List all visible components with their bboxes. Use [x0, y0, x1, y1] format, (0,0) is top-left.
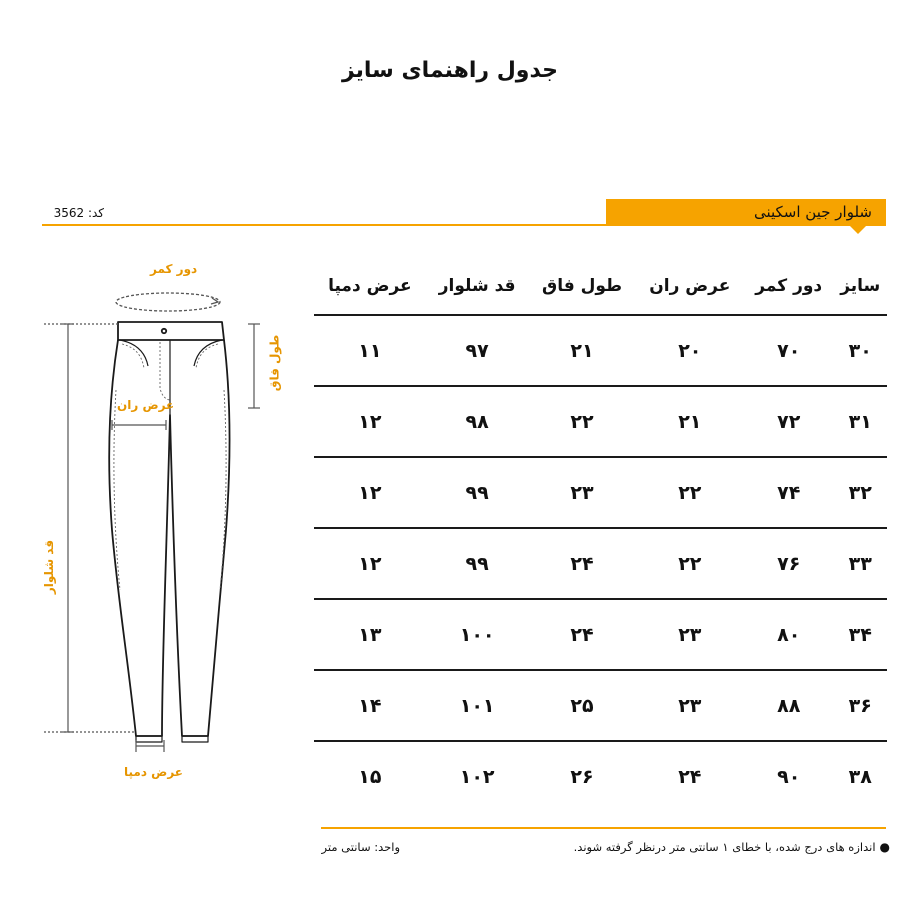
- cell-rise: ۲۳: [529, 457, 636, 528]
- rise-measure: [248, 324, 260, 408]
- table-row: [314, 741, 887, 811]
- tolerance-note-text: اندازه های درج شده، با خطای ۱ سانتی متر درنظر گرفته شوند.: [573, 840, 876, 854]
- jeans-diagram: [0, 240, 310, 800]
- cell-rise: ۲۲: [529, 386, 636, 457]
- cell-length: ۹۹: [426, 528, 529, 599]
- cell-length: ۱۰۲: [459, 765, 495, 788]
- header-length: قد شلوار: [426, 258, 529, 315]
- cell-waist: ۹۰: [777, 765, 801, 788]
- cell-rise: ۲۱: [529, 315, 636, 386]
- cell-length: ۹۸: [426, 386, 529, 457]
- cell-rise: ۲۴: [529, 599, 636, 670]
- cell-thigh: ۲۰: [636, 315, 744, 386]
- cell-hem: ۱۳: [314, 599, 426, 670]
- size-table: [314, 258, 887, 811]
- cell-rise: ۲۴: [529, 528, 636, 599]
- table-row: [314, 599, 887, 670]
- table-row: [314, 457, 887, 528]
- table-row: [314, 386, 887, 457]
- thigh-label: عرض ران: [117, 398, 175, 412]
- table-row: [314, 315, 887, 386]
- cell-hem: ۱۵: [358, 765, 382, 788]
- cell-hem: ۱۲: [314, 386, 426, 457]
- product-code: [44, 206, 104, 220]
- product-code-value: 3562: [53, 206, 85, 220]
- cell-waist: ۸۸: [744, 670, 833, 741]
- header-thigh: عرض ران: [636, 258, 744, 315]
- cell-thigh: ۲۳: [636, 670, 744, 741]
- table-row: [314, 670, 887, 741]
- length-label: قد شلوار: [42, 539, 57, 595]
- cell-rise: ۲۶: [570, 765, 594, 788]
- cell-size: ۳۲: [833, 457, 887, 528]
- cell-length: ۹۷: [426, 315, 529, 386]
- cell-size: ۳۱: [833, 386, 887, 457]
- header-hem: عرض دمپا: [314, 258, 426, 315]
- product-name: شلوار جین اسکینی: [753, 203, 872, 221]
- cell-thigh: ۲۱: [636, 386, 744, 457]
- tolerance-note: [520, 840, 890, 854]
- cell-waist: ۷۴: [744, 457, 833, 528]
- cell-waist: ۸۰: [744, 599, 833, 670]
- cell-length: ۱۰۱: [426, 670, 529, 741]
- cell-thigh: ۲۲: [636, 457, 744, 528]
- length-measure: [44, 324, 134, 732]
- footer-divider: [321, 827, 886, 829]
- bullet-icon: ●: [879, 840, 890, 854]
- table-row: [314, 528, 887, 599]
- hem-label: عرض دمپا: [124, 765, 183, 779]
- cell-size: ۳۸: [848, 765, 872, 788]
- waist-measure-ellipse: [116, 293, 220, 311]
- cell-hem: ۱۱: [314, 315, 426, 386]
- cell-size: ۳۰: [833, 315, 887, 386]
- cell-rise: ۲۵: [529, 670, 636, 741]
- header-waist: دور کمر: [744, 258, 833, 315]
- thigh-measure: [112, 420, 166, 430]
- header-size: سایز: [833, 258, 887, 315]
- cell-size: ۳۴: [833, 599, 887, 670]
- product-name-tab: [606, 199, 886, 226]
- cell-waist: ۷۰: [744, 315, 833, 386]
- cell-length: ۹۹: [426, 457, 529, 528]
- unit-note: واحد: سانتی متر: [321, 840, 400, 854]
- cell-hem: ۱۲: [314, 528, 426, 599]
- cell-thigh: ۲۴: [678, 765, 702, 788]
- cell-size: ۳۶: [833, 670, 887, 741]
- table-header-row: [314, 258, 887, 315]
- rise-label: طول فاق: [267, 334, 282, 392]
- cell-length: ۱۰۰: [426, 599, 529, 670]
- cell-waist: ۷۲: [744, 386, 833, 457]
- product-code-label: کد:: [87, 206, 104, 220]
- page-title: جدول راهنمای سایز: [341, 58, 559, 83]
- jeans-outline: [109, 322, 230, 742]
- cell-hem: ۱۲: [314, 457, 426, 528]
- waist-label: دور کمر: [150, 262, 198, 276]
- header-rise: طول فاق: [529, 258, 636, 315]
- cell-hem: ۱۴: [314, 670, 426, 741]
- cell-waist: ۷۶: [744, 528, 833, 599]
- cell-thigh: ۲۲: [636, 528, 744, 599]
- cell-thigh: ۲۳: [636, 599, 744, 670]
- header-divider: [42, 224, 606, 226]
- cell-size: ۳۳: [833, 528, 887, 599]
